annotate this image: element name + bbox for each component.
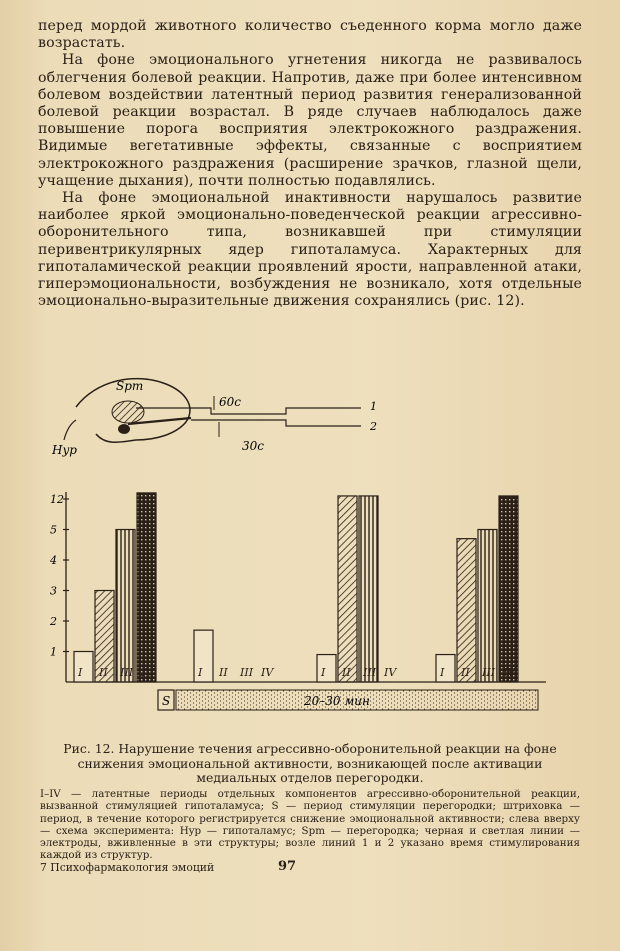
paragraph-3: На фоне эмоциональной инактивности нарушалось развитие наиболее яркой эмоционально-поведенческой реакции агрессивно-оборонительного типа, возникавшей при стимуляции перивентрикулярных ядер гипоталамуса. Характерных для гипоталамической реакции проявлений ярости, направленной атаки, гиперэмоциональности, возбуждения не возникало, хотя отдельные эмоционально-выразительные движения сохранялись (рис. 12). bbox=[38, 190, 582, 310]
bar-group2-I bbox=[194, 630, 213, 682]
paragraph-1: перед мордой животного количество съеденного корма могло даже возрастать. bbox=[38, 18, 582, 52]
bar-label: III bbox=[482, 666, 496, 679]
figure-12 bbox=[36, 362, 592, 736]
y-tick-label: 2 bbox=[50, 615, 57, 628]
bar-label: IV bbox=[384, 666, 397, 679]
s-label: S bbox=[162, 694, 171, 708]
y-tick-label: 3 bbox=[50, 584, 57, 598]
y-tick-label: 12 bbox=[50, 493, 64, 506]
bar-group4-III bbox=[478, 530, 497, 683]
bar-group1-III bbox=[116, 530, 135, 683]
trace-1 bbox=[181, 408, 361, 414]
y-tick-label: 4 bbox=[50, 554, 57, 567]
bar-label: I bbox=[440, 666, 445, 679]
septum-region bbox=[112, 401, 144, 423]
bar-label: I bbox=[321, 666, 326, 679]
experiment-scheme bbox=[51, 379, 377, 457]
label-60: 60с bbox=[219, 395, 241, 409]
label-line-1: 1 bbox=[370, 400, 377, 413]
figure-caption: Рис. 12. Нарушение течения агрессивно-оборонительной реакции на фоне снижения эмоциональной активности, возникающей после активации медиальных отделов перегородки. bbox=[63, 741, 557, 785]
bar-label: IV bbox=[261, 666, 274, 679]
y-tick-label: 5 bbox=[50, 523, 57, 537]
label-hyp: Hyp bbox=[52, 443, 77, 457]
label-spm: Spm bbox=[116, 379, 144, 393]
bar-label: II bbox=[461, 666, 470, 679]
hypothalamus-region bbox=[118, 424, 130, 434]
bar-label: I bbox=[78, 666, 83, 679]
bar-label: III bbox=[120, 666, 134, 679]
figure-legend: I–IV — латентные периоды отдельных компонентов агрессивно-оборонительной реакции, вызванной стимуляцией гипоталамуса; S — период стимуляции перегородки; штриховка — период, в течение которого регистрируется снижение эмоциональной активности; слева вверху — схема эксперимента: Hyp — гипоталамус; Spm — перегородка; черная и светлая линии — электроды, вживленные в эти структуры; возле линий 1 и 2 указано время стимулирования каждой из структур. bbox=[40, 788, 580, 862]
bar-label: II bbox=[99, 666, 108, 679]
bar-chart bbox=[49, 492, 546, 682]
bar-label: I bbox=[198, 666, 203, 679]
bar-label: IV bbox=[503, 666, 516, 679]
bar-group4-IV bbox=[499, 496, 518, 682]
bar-label: III bbox=[240, 666, 254, 679]
bar-group3-III bbox=[359, 496, 378, 682]
bar-group4-I bbox=[436, 655, 455, 682]
bar-group1-I bbox=[74, 652, 93, 683]
duration-label: 20–30 мин bbox=[304, 694, 370, 708]
footer-signature: 7 Психофармакология эмоций bbox=[40, 861, 215, 874]
trace-2 bbox=[191, 420, 361, 426]
stimulation-band bbox=[158, 690, 538, 710]
bar-group4-II bbox=[457, 539, 476, 682]
label-30: 30с bbox=[242, 439, 264, 453]
y-tick-label: 1 bbox=[50, 645, 57, 659]
brain-lower-outline bbox=[64, 420, 76, 440]
bar-label: II bbox=[219, 666, 228, 679]
bars bbox=[74, 493, 518, 682]
paragraph-2: На фоне эмоционального угнетения никогда не развивалось облегчения болевой реакции. Напротив, даже при более интенсивном болевом воздействии латентный период развития генерализованной болевой реакции возрастал. В ряде случаев наблюдалось даже повышение порога восприятия электрокожного раздражения. Видимые вегетативные эффекты, связанные с восприятием электрокожного раздражения (расширение зрачков, глазной щели, учащение дыхания), почти полностью подавлялись. bbox=[38, 52, 582, 189]
bar-label: II bbox=[342, 666, 351, 679]
bar-label: III bbox=[363, 666, 377, 679]
page-number: 97 bbox=[278, 859, 297, 874]
bar-group3-I bbox=[317, 655, 336, 682]
bar-label: IV bbox=[141, 666, 154, 679]
bar-group3-II bbox=[338, 496, 357, 682]
label-line-2: 2 bbox=[370, 420, 377, 433]
bar-group1-IV bbox=[137, 493, 156, 682]
body-text bbox=[38, 18, 582, 310]
